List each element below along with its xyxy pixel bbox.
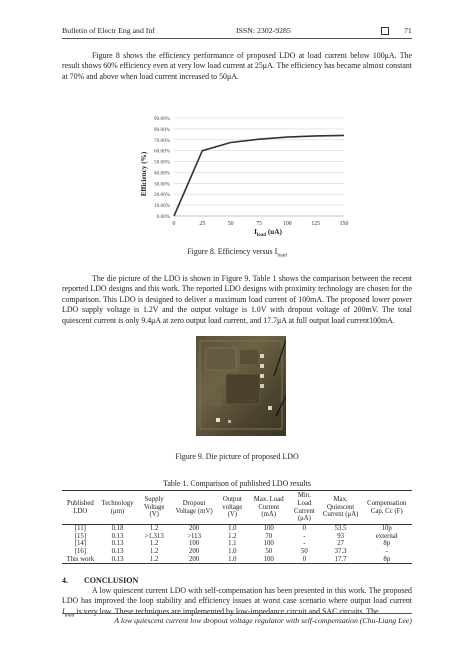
table-cell: 1.2 <box>228 532 237 540</box>
col-min-load-current: Min. Load Current (μA) <box>293 492 315 523</box>
table-cell: 100 <box>188 540 200 548</box>
table-cell: - <box>303 532 306 540</box>
table-cell: 200 <box>188 547 200 555</box>
table-cell: 1.0 <box>228 547 237 555</box>
table-cell: This work <box>66 555 95 563</box>
header-rule <box>62 38 412 39</box>
y-tick-label: 20.00% <box>154 192 170 199</box>
y-tick-label: 0.00% <box>156 214 170 220</box>
table-row <box>62 525 412 533</box>
table-cell: [14] <box>74 540 87 548</box>
col-output-voltage: Output voltage (V) <box>222 495 243 519</box>
table-cell: 0.13 <box>111 540 124 548</box>
x-tick-label: 0 <box>172 221 176 227</box>
x-axis-label: $I_{load}$ (uA) <box>254 228 282 238</box>
table-cell: 53.5 <box>334 525 347 533</box>
table-cell: external <box>375 532 398 540</box>
comparison-table <box>62 490 412 564</box>
section-heading <box>62 576 138 585</box>
table-cell: 200 <box>188 555 200 563</box>
table-cell: 0 <box>302 525 307 533</box>
table-cell: 100 <box>263 555 274 563</box>
page-number: 71 <box>404 26 412 35</box>
table-cell: 0.13 <box>111 547 124 555</box>
checkbox-icon <box>381 27 389 35</box>
table-cell: - <box>385 547 388 555</box>
table-header-row <box>62 491 412 525</box>
table-1-caption: Table 1. Comparison of published LDO results <box>163 479 311 488</box>
table-cell: >113 <box>187 532 201 540</box>
y-tick-label: 70.00% <box>154 137 170 144</box>
y-tick-label: 90.00% <box>154 116 170 122</box>
y-tick-label: 10.00% <box>154 203 170 210</box>
die-photo <box>196 336 286 436</box>
table-row <box>62 548 412 556</box>
table-cell: 1.0 <box>228 555 237 563</box>
x-tick-label: 150 <box>339 221 349 227</box>
x-tick-label: 25 <box>199 221 206 227</box>
col-supply-voltage: Supply Voltage (V) <box>143 495 165 519</box>
table-cell: 1.1 <box>228 540 237 548</box>
table-cell: 0 <box>302 555 307 563</box>
table-cell: 200 <box>188 525 200 533</box>
issn: ISSN: 2302-9285 <box>236 26 291 35</box>
table-cell: [15] <box>74 532 87 540</box>
y-tick-label: 80.00% <box>154 126 170 133</box>
y-tick-label: 60.00% <box>154 148 170 155</box>
table-cell: 17.7 <box>334 555 347 563</box>
figure-8-caption: Figure 8. Efficiency versus $I_{load}$ <box>187 247 287 259</box>
table-cell: 8p <box>383 540 391 548</box>
col-compensation-cap: Compensation Cap, Cc (F) <box>367 499 407 515</box>
figure-9-caption: Figure 9. Die picture of proposed LDO <box>175 452 299 461</box>
table-cell: 37.3 <box>334 547 347 555</box>
table-cell: 10p <box>381 525 392 533</box>
footer-rule <box>62 613 412 614</box>
table-cell: 1.2 <box>149 547 159 555</box>
x-tick-label: 50 <box>227 221 234 227</box>
col-max-quiescent-current: Max. Quiescent Current (μA) <box>322 495 359 519</box>
efficiency-chart <box>120 108 360 240</box>
table-cell: 0.18 <box>111 525 124 533</box>
table-cell: 1.0 <box>228 525 237 533</box>
table-cell: 93 <box>337 532 344 540</box>
table-cell: 1.2 <box>149 525 159 533</box>
col-dropout-voltage: Dropout Voltage (mV) <box>175 499 213 515</box>
table-cell: [11] <box>74 525 86 533</box>
paragraph-fig9-description: The die picture of the LDO is shown in Figure 9. Table 1 shows the comparison between the recent reported LDO designs and this work. The reported LDO designs with proximity technology are chosen for the comparison. This LDO is designed to deliver a maximum load current of 100mA. The proposed lower power LDO supply voltage is 1.2V and the output voltage is 1.0V with dropout voltage of 200mV. The total quiescent current is only 9.4μA at zero output load current, and 17.7μA at full output load current100mA. <box>62 274 412 325</box>
col-published-ldo: Published LDO <box>66 499 94 515</box>
y-axis-label: Efficiency (%) <box>140 151 148 197</box>
journal-name: Bulletin of Electr Eng and Inf <box>62 26 155 35</box>
table-cell: 1.2 <box>149 540 159 548</box>
y-tick-label: 50.00% <box>154 159 170 166</box>
table-row <box>62 556 412 564</box>
section-title: CONCLUSION <box>84 576 139 585</box>
y-tick-label: 40.00% <box>154 170 170 177</box>
table-cell: 100 <box>263 525 274 533</box>
table-cell: 50 <box>265 547 273 555</box>
table-cell: 27 <box>337 540 344 548</box>
table-cell: 0.13 <box>111 532 124 540</box>
paragraph-fig8-description: Figure 8 shows the efficiency performance of proposed LDO at load current below 100μA. The result shows 60% efficiency even at very low load current at 25μA. The efficiency has became almost constant at 70% and above when load current increased to 50μA. <box>62 51 412 81</box>
running-footer: A low quiescent current low dropout voltage regulator with self-compensation (Chu-Liang Lee) <box>114 616 412 625</box>
col-max-load-current: Max. Load Current (mA) <box>253 495 284 519</box>
x-tick-label: 125 <box>311 221 321 227</box>
table-cell: 8p <box>383 555 391 563</box>
table-cell: [16] <box>74 547 87 555</box>
x-tick-label: 100 <box>282 221 292 227</box>
table-cell: >1.313 <box>144 532 164 540</box>
paragraph-conclusion: A low quiescent current LDO with self-compensation has been presented in this work. The proposed LDO has improved the loop stability and efficiency issues at worst case scenario where output load current $I_{load}$ is very low. These techniques are implemented by low-impedance circuit and SAC circuits. The <box>62 586 412 619</box>
table-cell: 100 <box>263 540 274 548</box>
table-row <box>62 533 412 541</box>
table-cell: 1.2 <box>149 555 159 563</box>
table-cell: 50 <box>300 547 308 555</box>
col-technology: Technology (μm) <box>101 499 134 515</box>
y-tick-label: 30.00% <box>154 181 170 188</box>
efficiency-series-line <box>174 135 344 216</box>
table-cell: 0.13 <box>111 555 124 563</box>
section-number: 4. <box>62 576 68 585</box>
table-row <box>62 540 412 548</box>
table-cell: - <box>303 540 306 548</box>
table-cell: 70 <box>265 532 273 540</box>
x-tick-label: 75 <box>256 221 262 227</box>
